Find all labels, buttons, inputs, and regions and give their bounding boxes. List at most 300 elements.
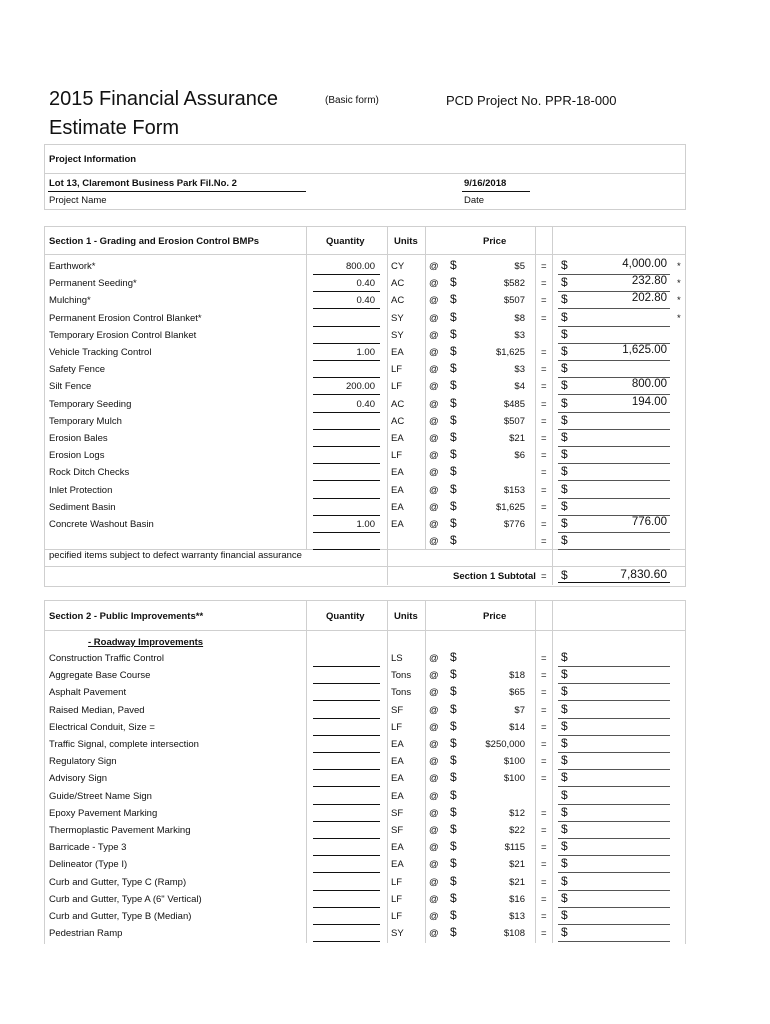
item-label: Concrete Washout Basin bbox=[49, 519, 154, 530]
price-dollar: $ bbox=[450, 701, 457, 716]
unit-cell: LS bbox=[391, 653, 403, 664]
price-dollar: $ bbox=[450, 498, 457, 513]
unit-cell: EA bbox=[391, 739, 404, 750]
table-row bbox=[0, 275, 770, 292]
date-field[interactable]: 9/16/2018 bbox=[464, 178, 507, 189]
at-symbol: @ bbox=[429, 278, 439, 290]
table-row bbox=[0, 908, 770, 925]
table-row bbox=[0, 292, 770, 309]
unit-cell: SY bbox=[391, 312, 404, 324]
item-label: Safety Fence bbox=[49, 364, 105, 376]
table-row bbox=[0, 464, 770, 481]
item-label: Thermoplastic Pavement Marking bbox=[49, 825, 191, 836]
price-dollar: $ bbox=[450, 650, 457, 664]
table-row bbox=[0, 874, 770, 891]
table-row bbox=[0, 482, 770, 499]
unit-price: $776 bbox=[503, 519, 525, 530]
unit-price: $21 bbox=[509, 859, 525, 871]
unit-price: $100 bbox=[503, 756, 525, 768]
item-label: Permanent Erosion Control Blanket* bbox=[49, 312, 202, 324]
unit-price: $4 bbox=[514, 381, 525, 393]
price-dollar: $ bbox=[450, 326, 457, 341]
at-symbol: @ bbox=[429, 312, 439, 324]
at-symbol: @ bbox=[429, 347, 439, 358]
at-symbol: @ bbox=[429, 825, 439, 836]
form-title-line2: Estimate Form bbox=[49, 117, 180, 139]
quantity-field[interactable]: 800.00 bbox=[345, 261, 375, 272]
equals-sign: = bbox=[541, 381, 547, 393]
unit-cell: AC bbox=[391, 415, 405, 427]
item-label: Curb and Gutter, Type C (Ramp) bbox=[49, 876, 187, 888]
equals-sign: = bbox=[541, 773, 547, 785]
unit-cell: LF bbox=[391, 450, 403, 462]
table-row bbox=[0, 788, 770, 805]
at-symbol: @ bbox=[429, 704, 439, 716]
equals-sign: = bbox=[541, 398, 547, 410]
total-dollar: $ bbox=[561, 890, 568, 905]
unit-cell: EA bbox=[391, 501, 404, 513]
table-row bbox=[0, 891, 770, 908]
price-dollar: $ bbox=[450, 770, 457, 785]
section1-title: Section 1 - Grading and Erosion Control BMPs bbox=[49, 236, 260, 247]
price-dollar: $ bbox=[450, 787, 457, 802]
total-dollar: $ bbox=[561, 498, 568, 513]
table-row bbox=[0, 258, 770, 275]
warranty-asterisk: * bbox=[677, 261, 681, 272]
total-dollar: $ bbox=[561, 292, 568, 307]
total-dollar: $ bbox=[561, 650, 568, 664]
item-label: Curb and Gutter, Type B (Median) bbox=[49, 911, 192, 922]
price-dollar: $ bbox=[450, 718, 457, 733]
total-dollar: $ bbox=[561, 667, 568, 682]
table-row bbox=[0, 361, 770, 378]
unit-cell: LF bbox=[391, 893, 403, 905]
item-label: Mulching* bbox=[49, 295, 91, 307]
section2-price-header: Price bbox=[483, 611, 507, 622]
total-dollar: $ bbox=[561, 344, 568, 358]
unit-price: $153 bbox=[503, 484, 525, 496]
total-dollar: $ bbox=[561, 275, 568, 290]
table-row bbox=[0, 650, 770, 667]
at-symbol: @ bbox=[429, 911, 439, 922]
equals-sign: = bbox=[541, 312, 547, 324]
item-label: Electrical Conduit, Size = bbox=[49, 721, 155, 733]
table-row bbox=[0, 378, 770, 395]
item-label: Asphalt Pavement bbox=[49, 687, 127, 699]
unit-price: $8 bbox=[514, 312, 525, 324]
equals-sign: = bbox=[541, 739, 547, 750]
unit-price: $115 bbox=[504, 842, 525, 854]
item-label: Epoxy Pavement Marking bbox=[49, 807, 158, 819]
at-symbol: @ bbox=[429, 842, 439, 854]
line-total: 800.00 bbox=[631, 378, 667, 391]
total-dollar: $ bbox=[561, 925, 568, 940]
price-dollar: $ bbox=[450, 464, 457, 479]
at-symbol: @ bbox=[429, 261, 439, 272]
at-symbol: @ bbox=[429, 756, 439, 768]
warranty-asterisk: * bbox=[677, 278, 681, 290]
price-dollar: $ bbox=[450, 395, 457, 410]
line-total: 194.00 bbox=[631, 395, 667, 408]
total-dollar: $ bbox=[561, 736, 568, 750]
price-dollar: $ bbox=[450, 481, 457, 496]
unit-price: $3 bbox=[514, 329, 525, 341]
item-label: Erosion Bales bbox=[49, 433, 108, 444]
item-label: Guide/Street Name Sign bbox=[49, 790, 152, 802]
at-symbol: @ bbox=[429, 773, 439, 785]
total-dollar: $ bbox=[561, 787, 568, 802]
table-row bbox=[0, 667, 770, 684]
unit-cell: AC bbox=[391, 398, 405, 410]
section2-quantity-header: Quantity bbox=[326, 611, 365, 622]
line-total: 776.00 bbox=[631, 516, 667, 528]
total-dollar: $ bbox=[561, 533, 568, 548]
table-row bbox=[0, 770, 770, 787]
table-row bbox=[0, 856, 770, 873]
unit-cell: EA bbox=[391, 842, 404, 854]
total-dollar: $ bbox=[561, 378, 568, 393]
unit-price: $6 bbox=[514, 450, 525, 462]
unit-price: $108 bbox=[503, 928, 525, 940]
equals-sign: = bbox=[541, 876, 547, 888]
project-info-heading: Project Information bbox=[49, 154, 137, 165]
total-dollar: $ bbox=[561, 430, 568, 444]
price-dollar: $ bbox=[450, 736, 457, 750]
unit-cell: SF bbox=[391, 825, 404, 836]
at-symbol: @ bbox=[429, 364, 439, 376]
total-dollar: $ bbox=[561, 464, 568, 479]
equals-sign: = bbox=[541, 467, 547, 479]
at-symbol: @ bbox=[429, 687, 439, 699]
equals-sign: = bbox=[541, 842, 547, 854]
section1-subtotal-equals: = bbox=[541, 571, 547, 582]
at-symbol: @ bbox=[429, 519, 439, 530]
at-symbol: @ bbox=[429, 653, 439, 664]
equals-sign: = bbox=[541, 670, 547, 682]
roadway-subheading: - Roadway Improvements bbox=[88, 637, 204, 648]
table-row bbox=[0, 516, 770, 533]
table-row bbox=[0, 533, 770, 550]
table-row bbox=[0, 447, 770, 464]
unit-price: $1,625 bbox=[495, 501, 525, 513]
unit-cell: Tons bbox=[391, 687, 412, 699]
unit-cell: AC bbox=[391, 295, 405, 307]
project-info-box bbox=[44, 144, 686, 210]
at-symbol: @ bbox=[429, 450, 439, 462]
item-label: Permanent Seeding* bbox=[49, 278, 137, 290]
section2-title: Section 2 - Public Improvements** bbox=[49, 611, 204, 622]
unit-price: $7 bbox=[514, 704, 525, 716]
price-dollar: $ bbox=[450, 925, 457, 940]
total-dollar: $ bbox=[561, 395, 568, 410]
equals-sign: = bbox=[541, 859, 547, 871]
at-symbol: @ bbox=[429, 381, 439, 393]
at-symbol: @ bbox=[429, 790, 439, 802]
project-name-label: Project Name bbox=[49, 195, 107, 206]
at-symbol: @ bbox=[429, 295, 439, 307]
unit-cell: EA bbox=[391, 467, 404, 479]
table-row bbox=[0, 310, 770, 327]
total-dollar: $ bbox=[561, 770, 568, 785]
equals-sign: = bbox=[541, 433, 547, 444]
total-dollar: $ bbox=[561, 309, 568, 324]
form-title-line1: 2015 Financial Assurance bbox=[49, 88, 279, 110]
price-dollar: $ bbox=[450, 839, 457, 854]
section1-subtotal-label: Section 1 Subtotal bbox=[453, 571, 536, 582]
unit-cell: EA bbox=[391, 756, 404, 768]
equals-sign: = bbox=[541, 825, 547, 836]
price-dollar: $ bbox=[450, 258, 457, 272]
price-dollar: $ bbox=[450, 822, 457, 836]
table-row bbox=[0, 805, 770, 822]
line-total: 232.80 bbox=[631, 275, 667, 288]
unit-price: $250,000 bbox=[485, 739, 525, 750]
line-total: 4,000.00 bbox=[622, 258, 667, 270]
unit-cell: AC bbox=[391, 278, 405, 290]
unit-price: $100 bbox=[503, 773, 525, 785]
item-label: Barricade - Type 3 bbox=[49, 842, 127, 854]
table-row bbox=[0, 344, 770, 361]
quantity-underline bbox=[313, 549, 380, 550]
at-symbol: @ bbox=[429, 859, 439, 871]
price-dollar: $ bbox=[450, 533, 457, 548]
price-dollar: $ bbox=[450, 292, 457, 307]
at-symbol: @ bbox=[429, 807, 439, 819]
table-row bbox=[0, 396, 770, 413]
quantity-field[interactable]: 0.40 bbox=[356, 278, 375, 290]
item-label: Earthwork* bbox=[49, 261, 96, 272]
item-label: Aggregate Base Course bbox=[49, 670, 151, 682]
equals-sign: = bbox=[541, 721, 547, 733]
unit-cell: SF bbox=[391, 807, 404, 819]
basic-form-label: (Basic form) bbox=[325, 95, 379, 106]
equals-sign: = bbox=[541, 295, 547, 307]
item-label: Pedestrian Ramp bbox=[49, 928, 123, 940]
section1-units-header: Units bbox=[394, 236, 418, 247]
item-label: Raised Median, Paved bbox=[49, 704, 145, 716]
at-symbol: @ bbox=[429, 928, 439, 940]
item-label: Temporary Erosion Control Blanket bbox=[49, 329, 197, 341]
price-dollar: $ bbox=[450, 412, 457, 427]
unit-cell: LF bbox=[391, 364, 403, 376]
unit-cell: LF bbox=[391, 876, 403, 888]
equals-sign: = bbox=[541, 536, 547, 548]
at-symbol: @ bbox=[429, 467, 439, 479]
section1-subtotal-dollar: $ bbox=[561, 568, 568, 582]
total-dollar: $ bbox=[561, 839, 568, 854]
unit-cell: EA bbox=[391, 859, 404, 871]
line-total: 1,625.00 bbox=[622, 344, 667, 356]
item-label: Sediment Basin bbox=[49, 501, 116, 513]
price-dollar: $ bbox=[450, 908, 457, 922]
price-dollar: $ bbox=[450, 309, 457, 324]
price-dollar: $ bbox=[450, 430, 457, 444]
at-symbol: @ bbox=[429, 329, 439, 341]
price-dollar: $ bbox=[450, 378, 457, 393]
price-dollar: $ bbox=[450, 890, 457, 905]
unit-price: $1,625 bbox=[495, 347, 525, 358]
project-name-field[interactable]: Lot 13, Claremont Business Park Fil.No. 2 bbox=[49, 178, 237, 189]
total-dollar: $ bbox=[561, 516, 568, 530]
price-dollar: $ bbox=[450, 873, 457, 888]
unit-price: $12 bbox=[509, 807, 525, 819]
unit-cell: LF bbox=[391, 911, 403, 922]
unit-cell: EA bbox=[391, 347, 404, 358]
at-symbol: @ bbox=[429, 484, 439, 496]
equals-sign: = bbox=[541, 364, 547, 376]
at-symbol: @ bbox=[429, 398, 439, 410]
item-label: Temporary Mulch bbox=[49, 415, 122, 427]
unit-price: $16 bbox=[509, 893, 525, 905]
equals-sign: = bbox=[541, 415, 547, 427]
price-dollar: $ bbox=[450, 447, 457, 462]
equals-sign: = bbox=[541, 278, 547, 290]
price-dollar: $ bbox=[450, 684, 457, 699]
unit-price: $13 bbox=[509, 911, 525, 922]
total-dollar: $ bbox=[561, 856, 568, 871]
equals-sign: = bbox=[541, 704, 547, 716]
total-dollar: $ bbox=[561, 412, 568, 427]
table-row bbox=[0, 684, 770, 701]
at-symbol: @ bbox=[429, 893, 439, 905]
at-symbol: @ bbox=[429, 536, 439, 548]
item-label: Curb and Gutter, Type A (6" Vertical) bbox=[49, 893, 202, 905]
at-symbol: @ bbox=[429, 721, 439, 733]
at-symbol: @ bbox=[429, 739, 439, 750]
total-dollar: $ bbox=[561, 873, 568, 888]
total-dollar: $ bbox=[561, 804, 568, 819]
item-label: Inlet Protection bbox=[49, 484, 113, 496]
equals-sign: = bbox=[541, 911, 547, 922]
total-dollar: $ bbox=[561, 753, 568, 768]
table-row bbox=[0, 925, 770, 942]
price-dollar: $ bbox=[450, 753, 457, 768]
price-dollar: $ bbox=[450, 344, 457, 358]
item-label: Advisory Sign bbox=[49, 773, 108, 785]
unit-price: $582 bbox=[503, 278, 525, 290]
table-row bbox=[0, 736, 770, 753]
table-row bbox=[0, 413, 770, 430]
price-dollar: $ bbox=[450, 856, 457, 871]
item-label: Erosion Logs bbox=[49, 450, 105, 462]
unit-price: $22 bbox=[509, 825, 525, 836]
quantity-field[interactable]: 200.00 bbox=[345, 381, 375, 393]
table-row bbox=[0, 719, 770, 736]
table-row bbox=[0, 702, 770, 719]
table-row bbox=[0, 327, 770, 344]
table-row bbox=[0, 839, 770, 856]
quantity-field[interactable]: 0.40 bbox=[356, 398, 375, 410]
price-dollar: $ bbox=[450, 275, 457, 290]
item-label: Rock Ditch Checks bbox=[49, 467, 130, 479]
table-row bbox=[0, 753, 770, 770]
unit-cell: EA bbox=[391, 790, 404, 802]
total-underline bbox=[558, 549, 670, 550]
item-label: Silt Fence bbox=[49, 381, 92, 393]
quantity-underline bbox=[313, 941, 380, 942]
warranty-asterisk: * bbox=[677, 295, 681, 307]
at-symbol: @ bbox=[429, 501, 439, 513]
section2-units-header: Units bbox=[394, 611, 418, 622]
unit-cell: Tons bbox=[391, 670, 412, 682]
quantity-field[interactable]: 0.40 bbox=[356, 295, 375, 307]
item-label: Traffic Signal, complete intersection bbox=[49, 739, 199, 750]
equals-sign: = bbox=[541, 261, 547, 272]
unit-cell: SF bbox=[391, 704, 404, 716]
line-total: 202.80 bbox=[631, 292, 667, 305]
unit-cell: EA bbox=[391, 484, 404, 496]
unit-cell: LF bbox=[391, 381, 403, 393]
total-dollar: $ bbox=[561, 447, 568, 462]
at-symbol: @ bbox=[429, 876, 439, 888]
project-number: PCD Project No. PPR-18-000 bbox=[446, 93, 617, 108]
item-label: Regulatory Sign bbox=[49, 756, 117, 768]
total-underline bbox=[558, 941, 670, 942]
unit-price: $65 bbox=[509, 687, 525, 699]
equals-sign: = bbox=[541, 687, 547, 699]
unit-price: $14 bbox=[509, 721, 525, 733]
unit-price: $21 bbox=[509, 433, 525, 444]
unit-cell: CY bbox=[391, 261, 405, 272]
total-dollar: $ bbox=[561, 718, 568, 733]
table-row bbox=[0, 822, 770, 839]
warranty-asterisk: * bbox=[677, 312, 681, 324]
item-label: Delineator (Type I) bbox=[49, 859, 128, 871]
unit-cell: EA bbox=[391, 433, 404, 444]
equals-sign: = bbox=[541, 484, 547, 496]
total-dollar: $ bbox=[561, 326, 568, 341]
unit-price: $507 bbox=[503, 295, 525, 307]
quantity-field[interactable]: 1.00 bbox=[356, 519, 375, 530]
item-label: Vehicle Tracking Control bbox=[49, 347, 152, 358]
quantity-field[interactable]: 1.00 bbox=[356, 347, 375, 358]
table-row bbox=[0, 430, 770, 447]
unit-cell: LF bbox=[391, 721, 403, 733]
equals-sign: = bbox=[541, 756, 547, 768]
total-dollar: $ bbox=[561, 481, 568, 496]
unit-price: $3 bbox=[514, 364, 525, 376]
equals-sign: = bbox=[541, 501, 547, 513]
equals-sign: = bbox=[541, 450, 547, 462]
total-dollar: $ bbox=[561, 701, 568, 716]
at-symbol: @ bbox=[429, 415, 439, 427]
total-dollar: $ bbox=[561, 684, 568, 699]
equals-sign: = bbox=[541, 519, 547, 530]
price-dollar: $ bbox=[450, 516, 457, 530]
section1-price-header: Price bbox=[483, 236, 507, 247]
price-dollar: $ bbox=[450, 804, 457, 819]
at-symbol: @ bbox=[429, 670, 439, 682]
price-dollar: $ bbox=[450, 667, 457, 682]
warranty-footnote: pecified items subject to defect warranty financial assurance bbox=[49, 550, 302, 561]
date-label: Date bbox=[464, 195, 485, 206]
unit-price: $5 bbox=[514, 261, 525, 272]
unit-cell: EA bbox=[391, 773, 404, 785]
equals-sign: = bbox=[541, 347, 547, 358]
equals-sign: = bbox=[541, 807, 547, 819]
unit-price: $21 bbox=[509, 876, 525, 888]
unit-cell: SY bbox=[391, 928, 404, 940]
unit-cell: EA bbox=[391, 519, 404, 530]
total-dollar: $ bbox=[561, 822, 568, 836]
unit-cell: SY bbox=[391, 329, 404, 341]
at-symbol: @ bbox=[429, 433, 439, 444]
total-dollar: $ bbox=[561, 908, 568, 922]
equals-sign: = bbox=[541, 893, 547, 905]
table-row bbox=[0, 499, 770, 516]
total-dollar: $ bbox=[561, 258, 568, 272]
unit-price: $507 bbox=[503, 415, 525, 427]
